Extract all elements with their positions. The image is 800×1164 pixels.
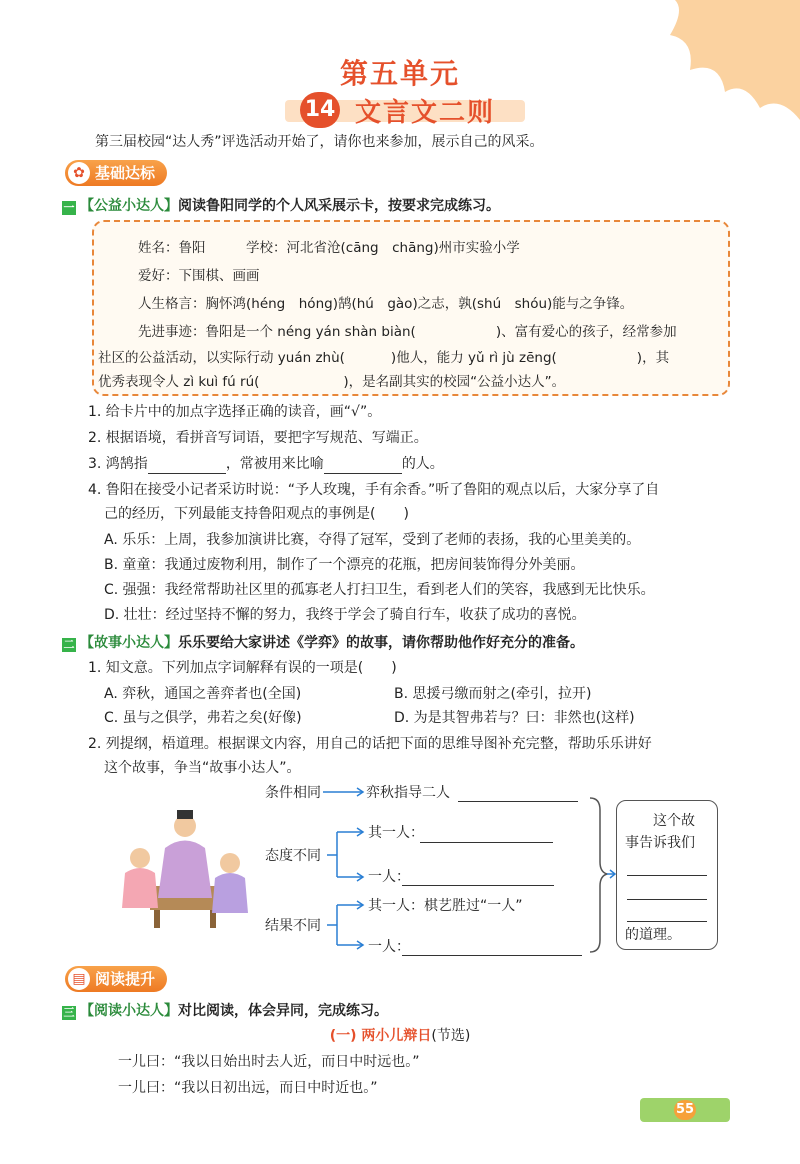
- summary-line-2: 事告诉我们: [625, 835, 695, 851]
- part-tag: 【公益小达人】: [80, 198, 178, 214]
- option-c[interactable]: C. 强强：我经常帮助社区里的孤寡老人打扫卫生，看到老人们的笑容，我感到无比快乐。: [104, 582, 655, 598]
- card-line-deeds: [138, 320, 677, 340]
- card-line-excellent: [98, 370, 565, 390]
- section-badge-label: 基础达标: [95, 164, 156, 182]
- option-d[interactable]: D. 壮壮：经过坚持不懈的努力，我终于学会了骑自行车，收获了成功的喜悦。: [104, 607, 586, 623]
- card-text: 先进事迹：鲁阳是一个 néng yán shàn biàn(: [138, 324, 416, 340]
- go-players-illustration: [120, 808, 250, 933]
- passage-title: (一) 两小儿辩日: [329, 1028, 432, 1044]
- part-instruction: 乐乐要给大家讲述《学弈》的故事，请你帮助他作好充分的准备。: [178, 635, 584, 651]
- profile-card: [92, 220, 730, 396]
- summary-end: 的道理。: [625, 927, 681, 943]
- part-number: 二: [63, 638, 75, 651]
- section-badge-reading: [65, 966, 167, 992]
- answer-line[interactable]: [402, 885, 554, 886]
- card-text: )他人，能力 yǔ rì jù zēng(: [390, 350, 557, 366]
- lesson-title: 文言文二则: [355, 98, 496, 128]
- passage-note: (节选): [431, 1028, 471, 1044]
- option-a[interactable]: A. 乐乐：上周，我参加演讲比赛，夺得了冠军，受到了老师的表扬，我的心里美美的。: [104, 532, 641, 548]
- lesson-number: 14: [300, 92, 340, 128]
- question-text: ，常被用来比喻: [225, 456, 324, 472]
- card-line-name-school: 姓名：鲁阳 学校：河北省沧(cāng chāng)州市实验小学: [138, 240, 520, 256]
- part-number: 一: [63, 201, 75, 214]
- section-badge-label: 阅读提升: [95, 970, 156, 988]
- answer-blank[interactable]: [148, 473, 226, 474]
- part1-heading: [62, 195, 500, 215]
- question-3: [88, 454, 444, 474]
- part2-option-d[interactable]: D. 为是其智弗若与？曰：非然也(这样): [394, 710, 635, 726]
- question-1: 1. 给卡片中的加点字选择正确的读音，画“√”。: [88, 404, 382, 420]
- card-text: 优秀表现令人 zì kuì fú rú(: [98, 374, 260, 390]
- answer-line[interactable]: [627, 899, 707, 900]
- part2-question-2-line2: 这个故事，争当“故事小达人”。: [104, 760, 301, 776]
- mindmap-result-2: 一人：: [368, 939, 410, 955]
- mindmap-attitude-2: 一人：: [368, 869, 410, 885]
- page-number-badge: [640, 1098, 730, 1122]
- answer-line[interactable]: [402, 955, 582, 956]
- part2-question-1: 1. 知文意。下列加点字词解释有误的一项是( ): [88, 660, 397, 676]
- card-text: )，是名副其实的校园“公益小达人”。: [343, 374, 566, 390]
- question-text: 的人。: [401, 456, 444, 472]
- mindmap-condition-text: 弈秋指导二人: [366, 785, 450, 801]
- intro-text: 第三届校园“达人秀”评选活动开始了，请你也来参加，展示自己的风采。: [95, 134, 544, 150]
- card-text: )、富有爱心的孩子，经常参加: [495, 324, 677, 340]
- part-number: 三: [63, 1006, 75, 1019]
- part2-heading: [62, 632, 584, 652]
- card-text: 社区的公益活动，以实际行动 yuán zhù(: [98, 350, 345, 366]
- part-instruction: 阅读鲁阳同学的个人风采展示卡，按要求完成练习。: [178, 198, 500, 214]
- answer-blank[interactable]: [324, 473, 402, 474]
- part2-option-c[interactable]: C. 虽与之俱学，弗若之矣(好像): [104, 710, 302, 726]
- mindmap-attitude: 态度不同: [265, 848, 321, 864]
- card-line-community: [98, 346, 669, 366]
- mindmap-attitude-1: 其一人：: [368, 825, 424, 841]
- mindmap-summary-box: [616, 800, 718, 950]
- answer-line[interactable]: [458, 801, 578, 802]
- mindmap-condition: 条件相同: [265, 785, 321, 801]
- answer-line[interactable]: [627, 875, 707, 876]
- option-b[interactable]: B. 童童：我通过废物利用，制作了一个漂亮的花瓶，把房间装饰得分外美丽。: [104, 557, 585, 573]
- unit-title: 第五单元: [339, 57, 460, 90]
- answer-line[interactable]: [420, 842, 553, 843]
- part2-question-2-line1: 2. 列提纲，梧道理。根据课文内容，用自己的话把下面的思维导图补充完整，帮助乐乐讲好: [88, 736, 652, 752]
- mindmap-result: 结果不同: [265, 918, 321, 934]
- medal-icon: ✿: [68, 162, 90, 184]
- passage-line-1: 一儿曰：“我以日始出时去人近，而日中时远也。”: [118, 1054, 420, 1070]
- passage-line-2: 一儿曰：“我以日初出远，而日中时近也。”: [118, 1080, 378, 1096]
- section-badge-basic: [65, 160, 167, 186]
- part2-option-a[interactable]: A. 弈秋，通国之善弈者也(全国): [104, 686, 302, 702]
- card-text: )，其: [636, 350, 670, 366]
- passage-heading: [0, 1026, 800, 1046]
- question-text: 3. 鸿鹄指: [88, 456, 148, 472]
- page-number: 55: [674, 1100, 696, 1120]
- question-4-line2: 己的经历，下列最能支持鲁阳观点的事例是( ): [104, 506, 409, 522]
- answer-line[interactable]: [627, 921, 707, 922]
- part-instruction: 对比阅读，体会异同，完成练习。: [178, 1003, 388, 1019]
- part2-option-b[interactable]: B. 思援弓缴而射之(牵引，拉开): [394, 686, 592, 702]
- question-4-line1: 4. 鲁阳在接受小记者采访时说：“予人玫瑰，手有余香。”听了鲁阳的观点以后，大家分享了自: [88, 482, 660, 498]
- part-tag: 【阅读小达人】: [80, 1003, 178, 1019]
- part3-heading: [62, 1000, 388, 1020]
- mindmap-result-1: 其一人：棋艺胜过“一人”: [368, 898, 523, 914]
- summary-line-1: 这个故: [653, 813, 695, 829]
- question-2: 2. 根据语境，看拼音写词语，要把字写规范、写端正。: [88, 430, 428, 446]
- book-icon: ▤: [68, 968, 90, 990]
- card-line-motto: 人生格言：胸怀鸿(héng hóng)鹄(hú gào)之志，孰(shú shóu)能与之争锋。: [138, 296, 634, 312]
- card-line-hobby: 爱好：下围棋、画画: [138, 268, 260, 284]
- part-tag: 【故事小达人】: [80, 635, 178, 651]
